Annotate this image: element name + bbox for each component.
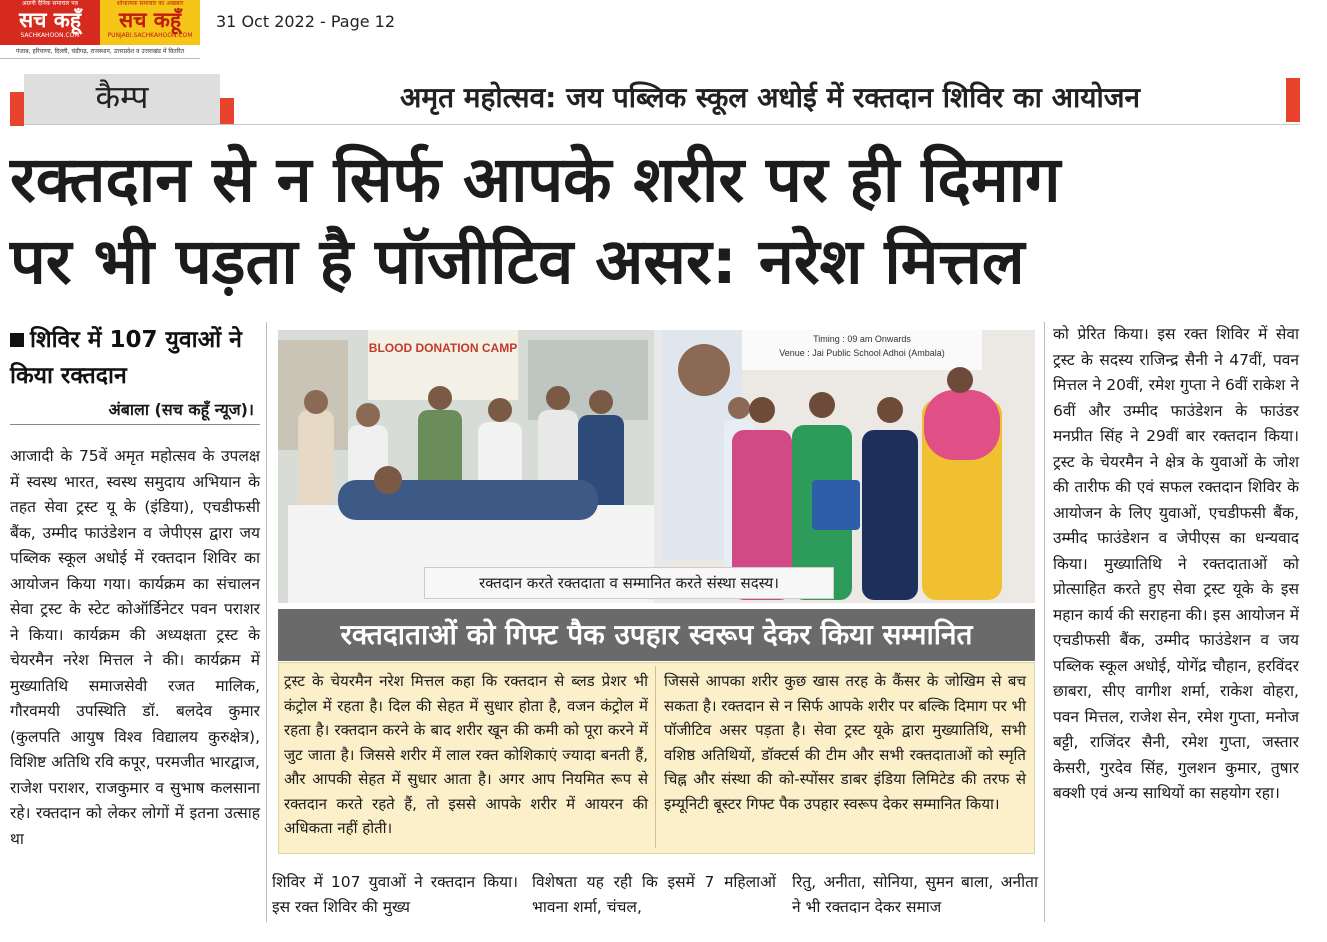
column-divider-right [1044, 322, 1045, 922]
category-label: कैम्प [24, 74, 220, 124]
logo-left-name: सच कहूँ [18, 8, 82, 32]
article-column-left: आजादी के 75वें अमृत महोत्सव के उपलक्ष में स्वस्थ भारत, स्वस्थ समुदाय अभियान के तहत सेवा ट्रस्ट यू के (इंडिया), एचडीफसी बैंक, उम्मीद फाउंडेशन व जेपीएस द्वारा जय पब्लिक स्कूल अधोई में रक्तदान शिविर का आयोजन किया गया। कार्यक्रम का संचालन सेवा ट्रस्ट के स्टेट कोऑर्डिनेटर पवन पराशर ने किया। कार्यक्रम की अध्यक्षता ट्रस्ट के चेयरमैन नरेश मित्तल ने की। कार्यक्रम में मुख्यातिथि समाजसेवी रजत मालिक, गौरवमयी उपस्थिति डॉ. बलदेव कुमार (कुलपति आयुष विश्व विद्यालय कुरुक्षेत्र), विशिष्ट अतिथि रवि कपूर, परमजीत भारद्वाज, राजेश पराशर, राजकुमार व सुभाष कलसाना रहे। रक्तदान को लेकर लोगों में इतना उत्साह था [10, 447, 260, 848]
photo-blood-donation-illustration [278, 330, 654, 603]
photo-caption: रक्तदान करते रक्तदाता व सम्मानित करते संस्था सदस्य। [424, 567, 834, 599]
photo-felicitation-illustration [662, 330, 1035, 603]
banner-timing: Timing : 09 am Onwards [813, 334, 911, 344]
highlight-text-left: ट्रस्ट के चेयरमैन नरेश मित्तल कहा कि रक्तदान से ब्लड प्रेशर भी कंट्रोल में रहता है। दिल की सेहत में सुधार होता है, वजन कंट्रोल में रहता है। रक्तदान करने के बाद शरीर खून की कमी को पूरा करने में जुट जाता है। जिससे शरीर में लाल रक्त कोशिकाएं ज्यादा बनती हैं, और आपकी सेहत में सुधार आता है। अगर आप नियमित रूप से रक्तदान करते रहते हैं, तो इससे आपके शरीर में आयरन की अधिकता नहीं होती। [284, 672, 648, 837]
photo-blood-donation [278, 330, 654, 603]
headline-line-1: रक्तदान से न सिर्फ आपके शरीर पर ही दिमाग [10, 143, 1061, 216]
column-divider-left [266, 322, 267, 922]
article-column-right: को प्रेरित किया। इस रक्त शिविर में सेवा ट्रस्ट के सदस्य राजिन्द्र सैनी ने 47वीं, पवन मित्तल ने 20वीं, रमेश गुप्ता ने 6वीं राकेश ने 6वीं और उम्मीद फाउंडेशन के फाउंडर मनप्रीत सिंह ने 29वीं बार रक्तदान किया। ट्रस्ट के चेयरमैन ने क्षेत्र के युवाओं के जोश की तारीफ की एवं सफल रक्तदान शिविर के आयोजन के लिए युवाओं, एचडीफसी बैंक, उम्मीद फाउंडेशन व जेपीएस का धन्यवाद किया। मुख्यातिथि ने रक्तदाताओं को प्रोत्साहित करते हुए सेवा ट्रस्ट यूके के इस महान कार्य की सराहना की। इस आयोजन में एचडीफसी बैंक, उम्मीद फाउंडेशन व जय पब्लिक स्कूल अधोई, योगेंद्र चौहान, हरविंदर छाबरा, सीए वागीश शर्मा, राकेश वोहरा, पवन मित्तल, राजेश सेन, रमेश गुप्ता, मनोज बट्टी, राजिंदर सैनी, रमेश गुप्ता, जस्तार केसरी, गुरदेव सिंह, गुलशन कुमार, तुषार बक्शी एवं अन्य साथियों का सहयोग रहा। [1053, 325, 1299, 802]
banner-venue: Venue : Jai Public School Adhoi (Ambala) [779, 348, 945, 358]
highlight-text-right: जिससे आपका शरीर कुछ खास तरह के कैंसर के जोखिम से बच सकता है। रक्तदान से न सिर्फ आपके शरीर पर बल्कि दिमाग पर भी पॉजीटिव असर पड़ता है। सेवा ट्रस्ट यूके द्वारा मुख्यातिथि, सभी वशिष्ठ अतिथियों, डॉक्टर्स की टीम और सभी रक्तदाताओं को स्मृति चिह्न और संस्था की को-स्पोंसर डाबर इंडिया लिमिटेड की तरफ से इम्यूनिटी बूस्टर गिफ्ट पैक उपहार स्वरूप देकर सम्मानित किया। [664, 672, 1026, 813]
logo-left-block [0, 0, 100, 45]
subheadline [10, 322, 260, 394]
subheadline-text: शिविर में 107 युवाओं ने किया रक्तदान [10, 327, 242, 389]
square-bullet-icon [10, 333, 24, 347]
logo-right-tagline: शोधात्मक समाचार का अखबार [116, 0, 184, 7]
logo-right-name: सच कहूँ [118, 8, 182, 32]
category-rule [24, 124, 1300, 125]
newspaper-logo [0, 0, 200, 58]
logo-left-site: SACHKAHOON.COM [20, 32, 80, 39]
logo-right-site: PUNJABI.SACHKAHOON.COM [107, 32, 193, 39]
photo-felicitation [662, 330, 1035, 603]
logo-left-tagline: अग्रणी दैनिक समाचार पत्र [22, 0, 78, 7]
article-bottom-col-2: विशेषता यह रही कि इसमें 7 महिलाओं भावना शर्मा, चंचल, [532, 873, 776, 916]
highlight-divider [655, 666, 656, 848]
banner-text: BLOOD DONATION CAMP [368, 341, 518, 355]
kicker-accent [1286, 78, 1300, 122]
logo-right-block [100, 0, 200, 45]
category-accent-left [10, 92, 24, 126]
date-page-label: 31 Oct 2022 - Page 12 [216, 12, 396, 31]
byline: अंबाला (सच कहूँ न्यूज)। [108, 400, 254, 419]
article-bottom-col-3: रितु, अनीता, सोनिया, सुमन बाला, अनीता ने भी रक्तदान देकर समाज [792, 873, 1038, 916]
byline-rule [10, 424, 260, 425]
category-accent-right [220, 98, 234, 124]
kicker-headline: अमृत महोत्सव: जय पब्लिक स्कूल अधोई में रक्तदान शिविर का आयोजन [399, 81, 1141, 114]
section-subheading: रक्तदाताओं को गिफ्ट पैक उपहार स्वरूप देकर किया सम्मानित [278, 609, 1035, 661]
article-bottom-col-1: शिविर में 107 युवाओं ने रक्तदान किया। इस रक्त शिविर की मुख्य [272, 873, 518, 916]
headline-line-2: पर भी पड़ता है पॉजीटिव असर: नरेश मित्तल [10, 225, 1025, 298]
logo-editions-strip: पंजाब, हरियाणा, दिल्ली, चंडीगढ़, राजस्थान, उत्तरप्रदेश व उत्तराखंड में वितरित [0, 45, 200, 59]
